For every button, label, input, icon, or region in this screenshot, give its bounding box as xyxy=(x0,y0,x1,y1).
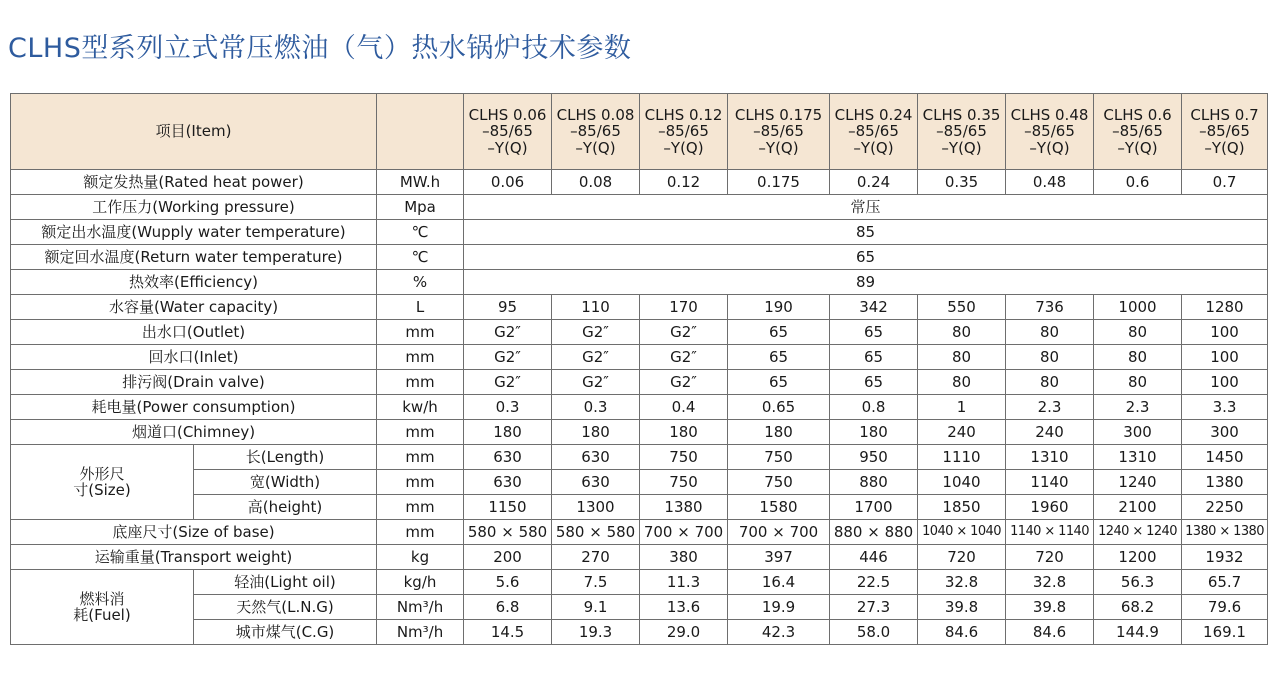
value-cell: 0.48 xyxy=(1006,170,1094,195)
value-cell: 1140 xyxy=(1006,470,1094,495)
value-cell: 0.7 xyxy=(1182,170,1268,195)
value-cell: 1380 xyxy=(640,495,728,520)
model-header: CLHS 0.24 –85/65 –Y(Q) xyxy=(830,94,918,170)
value-cell: 144.9 xyxy=(1094,620,1182,645)
value-cell: 1700 xyxy=(830,495,918,520)
value-cell: 22.5 xyxy=(830,570,918,595)
value-cell: 27.3 xyxy=(830,595,918,620)
value-cell: 80 xyxy=(1006,345,1094,370)
value-cell: 1310 xyxy=(1094,445,1182,470)
row-label: 额定回水温度(Return water temperature) xyxy=(11,245,377,270)
value-cell: 2.3 xyxy=(1006,395,1094,420)
value-cell: 65 xyxy=(830,370,918,395)
model-header: CLHS 0.7 –85/65 –Y(Q) xyxy=(1182,94,1268,170)
unit-cell: Mpa xyxy=(377,195,464,220)
model-header: CLHS 0.175 –85/65 –Y(Q) xyxy=(728,94,830,170)
value-cell: 1580 xyxy=(728,495,830,520)
value-cell: 1450 xyxy=(1182,445,1268,470)
value-cell: 1200 xyxy=(1094,545,1182,570)
value-cell: 85 xyxy=(464,220,1268,245)
value-cell: 39.8 xyxy=(918,595,1006,620)
value-cell: 1300 xyxy=(552,495,640,520)
item-header: 项目(Item) xyxy=(11,94,377,170)
value-cell: 190 xyxy=(728,295,830,320)
table-row xyxy=(11,420,1268,445)
value-cell: 736 xyxy=(1006,295,1094,320)
row-label: 轻油(Light oil) xyxy=(194,570,377,595)
table-row xyxy=(11,470,1268,495)
value-cell: 13.6 xyxy=(640,595,728,620)
value-cell: 14.5 xyxy=(464,620,552,645)
value-cell: G2″ xyxy=(552,320,640,345)
value-cell: 1040 × 1040 xyxy=(918,520,1006,545)
table-row xyxy=(11,245,1268,270)
value-cell: 630 xyxy=(464,445,552,470)
value-cell: 9.1 xyxy=(552,595,640,620)
value-cell: 750 xyxy=(640,470,728,495)
value-cell: 80 xyxy=(1094,320,1182,345)
unit-cell: Nm³/h xyxy=(377,620,464,645)
value-cell: 100 xyxy=(1182,370,1268,395)
value-cell: 1960 xyxy=(1006,495,1094,520)
value-cell: 65 xyxy=(728,345,830,370)
table-row xyxy=(11,295,1268,320)
value-cell: 1310 xyxy=(1006,445,1094,470)
value-cell: 1380 xyxy=(1182,470,1268,495)
size-group-label: 外形尺 寸(Size) xyxy=(11,445,194,520)
value-cell: 29.0 xyxy=(640,620,728,645)
value-cell: 1850 xyxy=(918,495,1006,520)
value-cell: 720 xyxy=(918,545,1006,570)
row-label: 宽(Width) xyxy=(194,470,377,495)
value-cell: G2″ xyxy=(552,370,640,395)
value-cell: 580 × 580 xyxy=(464,520,552,545)
table-row xyxy=(11,620,1268,645)
model-header: CLHS 0.08 –85/65 –Y(Q) xyxy=(552,94,640,170)
value-cell: 1240 × 1240 xyxy=(1094,520,1182,545)
table-row xyxy=(11,195,1268,220)
value-cell: 89 xyxy=(464,270,1268,295)
value-cell: 65.7 xyxy=(1182,570,1268,595)
value-cell: 180 xyxy=(830,420,918,445)
row-label: 排污阀(Drain valve) xyxy=(11,370,377,395)
value-cell: 0.24 xyxy=(830,170,918,195)
value-cell: G2″ xyxy=(640,320,728,345)
value-cell: 65 xyxy=(830,345,918,370)
unit-cell: mm xyxy=(377,470,464,495)
value-cell: 68.2 xyxy=(1094,595,1182,620)
value-cell: 56.3 xyxy=(1094,570,1182,595)
table-row xyxy=(11,595,1268,620)
value-cell: 550 xyxy=(918,295,1006,320)
value-cell: 700 × 700 xyxy=(640,520,728,545)
value-cell: 1110 xyxy=(918,445,1006,470)
value-cell: 630 xyxy=(464,470,552,495)
value-cell: G2″ xyxy=(464,320,552,345)
unit-cell: ℃ xyxy=(377,220,464,245)
value-cell: 0.3 xyxy=(464,395,552,420)
row-label: 出水口(Outlet) xyxy=(11,320,377,345)
unit-cell: mm xyxy=(377,445,464,470)
row-label: 耗电量(Power consumption) xyxy=(11,395,377,420)
unit-cell: kg/h xyxy=(377,570,464,595)
value-cell: 100 xyxy=(1182,345,1268,370)
unit-cell: Nm³/h xyxy=(377,595,464,620)
model-header: CLHS 0.48 –85/65 –Y(Q) xyxy=(1006,94,1094,170)
value-cell: 80 xyxy=(1006,370,1094,395)
table-row xyxy=(11,320,1268,345)
row-label: 工作压力(Working pressure) xyxy=(11,195,377,220)
value-cell: 6.8 xyxy=(464,595,552,620)
value-cell: 1932 xyxy=(1182,545,1268,570)
value-cell: 630 xyxy=(552,470,640,495)
value-cell: 1040 xyxy=(918,470,1006,495)
value-cell: 0.175 xyxy=(728,170,830,195)
value-cell: 750 xyxy=(728,445,830,470)
value-cell: 0.06 xyxy=(464,170,552,195)
value-cell: 180 xyxy=(728,420,830,445)
value-cell: 32.8 xyxy=(1006,570,1094,595)
header-row xyxy=(11,94,1268,170)
model-header: CLHS 0.06 –85/65 –Y(Q) xyxy=(464,94,552,170)
table-row xyxy=(11,445,1268,470)
page-title: CLHS型系列立式常压燃油（气）热水锅炉技术参数 xyxy=(8,33,632,64)
value-cell: 65 xyxy=(464,245,1268,270)
model-header: CLHS 0.12 –85/65 –Y(Q) xyxy=(640,94,728,170)
value-cell: 100 xyxy=(1182,320,1268,345)
value-cell: 750 xyxy=(728,470,830,495)
table-row xyxy=(11,520,1268,545)
value-cell: 2250 xyxy=(1182,495,1268,520)
row-label: 水容量(Water capacity) xyxy=(11,295,377,320)
value-cell: 80 xyxy=(918,370,1006,395)
value-cell: 880 xyxy=(830,470,918,495)
value-cell: 80 xyxy=(918,320,1006,345)
value-cell: 80 xyxy=(1094,345,1182,370)
value-cell: 1000 xyxy=(1094,295,1182,320)
value-cell: 700 × 700 xyxy=(728,520,830,545)
value-cell: 80 xyxy=(1006,320,1094,345)
unit-cell: mm xyxy=(377,495,464,520)
value-cell: 65 xyxy=(830,320,918,345)
unit-cell: MW.h xyxy=(377,170,464,195)
row-label: 运输重量(Transport weight) xyxy=(11,545,377,570)
row-label: 城市煤气(C.G) xyxy=(194,620,377,645)
value-cell: 1 xyxy=(918,395,1006,420)
value-cell: 42.3 xyxy=(728,620,830,645)
value-cell: G2″ xyxy=(552,345,640,370)
unit-cell: % xyxy=(377,270,464,295)
value-cell: 79.6 xyxy=(1182,595,1268,620)
unit-cell: mm xyxy=(377,520,464,545)
spec-table xyxy=(10,93,1268,645)
value-cell: 1140 × 1140 xyxy=(1006,520,1094,545)
value-cell: 65 xyxy=(728,370,830,395)
table-row xyxy=(11,395,1268,420)
value-cell: G2″ xyxy=(640,345,728,370)
table-row xyxy=(11,570,1268,595)
value-cell: 240 xyxy=(918,420,1006,445)
value-cell: 720 xyxy=(1006,545,1094,570)
value-cell: 19.3 xyxy=(552,620,640,645)
value-cell: 300 xyxy=(1094,420,1182,445)
table-row xyxy=(11,270,1268,295)
row-label: 高(height) xyxy=(194,495,377,520)
unit-header xyxy=(377,94,464,170)
value-cell: 380 xyxy=(640,545,728,570)
value-cell: 32.8 xyxy=(918,570,1006,595)
value-cell: G2″ xyxy=(464,345,552,370)
value-cell: 3.3 xyxy=(1182,395,1268,420)
table-row xyxy=(11,370,1268,395)
row-label: 烟道口(Chimney) xyxy=(11,420,377,445)
value-cell: 0.65 xyxy=(728,395,830,420)
value-cell: 2100 xyxy=(1094,495,1182,520)
value-cell: 0.4 xyxy=(640,395,728,420)
value-cell: 7.5 xyxy=(552,570,640,595)
table-row xyxy=(11,495,1268,520)
value-cell: 397 xyxy=(728,545,830,570)
value-cell: 11.3 xyxy=(640,570,728,595)
row-label: 额定出水温度(Wupply water temperature) xyxy=(11,220,377,245)
unit-cell: mm xyxy=(377,320,464,345)
unit-cell: mm xyxy=(377,370,464,395)
value-cell: 630 xyxy=(552,445,640,470)
value-cell: 1280 xyxy=(1182,295,1268,320)
value-cell: 270 xyxy=(552,545,640,570)
value-cell: 342 xyxy=(830,295,918,320)
value-cell: 0.12 xyxy=(640,170,728,195)
value-cell: 169.1 xyxy=(1182,620,1268,645)
unit-cell: mm xyxy=(377,345,464,370)
value-cell: 1380 × 1380 xyxy=(1182,520,1268,545)
value-cell: 2.3 xyxy=(1094,395,1182,420)
value-cell: 950 xyxy=(830,445,918,470)
value-cell: 446 xyxy=(830,545,918,570)
row-label: 底座尺寸(Size of base) xyxy=(11,520,377,545)
value-cell: 180 xyxy=(640,420,728,445)
unit-cell: kw/h xyxy=(377,395,464,420)
fuel-group-label: 燃料消 耗(Fuel) xyxy=(11,570,194,645)
value-cell: 300 xyxy=(1182,420,1268,445)
value-cell: 1240 xyxy=(1094,470,1182,495)
value-cell: 80 xyxy=(1094,370,1182,395)
value-cell: 80 xyxy=(918,345,1006,370)
row-label: 天然气(L.N.G) xyxy=(194,595,377,620)
row-label: 长(Length) xyxy=(194,445,377,470)
unit-cell: mm xyxy=(377,420,464,445)
value-cell: G2″ xyxy=(640,370,728,395)
unit-cell: L xyxy=(377,295,464,320)
value-cell: 180 xyxy=(552,420,640,445)
value-cell: 65 xyxy=(728,320,830,345)
table-row xyxy=(11,345,1268,370)
value-cell: 58.0 xyxy=(830,620,918,645)
value-cell: 110 xyxy=(552,295,640,320)
model-header: CLHS 0.35 –85/65 –Y(Q) xyxy=(918,94,1006,170)
value-cell: 580 × 580 xyxy=(552,520,640,545)
value-cell: 0.08 xyxy=(552,170,640,195)
row-label: 热效率(Efficiency) xyxy=(11,270,377,295)
value-cell: 84.6 xyxy=(1006,620,1094,645)
value-cell: G2″ xyxy=(464,370,552,395)
model-header: CLHS 0.6 –85/65 –Y(Q) xyxy=(1094,94,1182,170)
value-cell: 200 xyxy=(464,545,552,570)
value-cell: 880 × 880 xyxy=(830,520,918,545)
value-cell: 170 xyxy=(640,295,728,320)
row-label: 额定发热量(Rated heat power) xyxy=(11,170,377,195)
value-cell: 95 xyxy=(464,295,552,320)
table-row xyxy=(11,170,1268,195)
value-cell: 0.8 xyxy=(830,395,918,420)
value-cell: 19.9 xyxy=(728,595,830,620)
value-cell: 常压 xyxy=(464,195,1268,220)
value-cell: 180 xyxy=(464,420,552,445)
table-row xyxy=(11,220,1268,245)
table-row xyxy=(11,545,1268,570)
value-cell: 1150 xyxy=(464,495,552,520)
unit-cell: kg xyxy=(377,545,464,570)
value-cell: 240 xyxy=(1006,420,1094,445)
row-label: 回水口(Inlet) xyxy=(11,345,377,370)
value-cell: 5.6 xyxy=(464,570,552,595)
unit-cell: ℃ xyxy=(377,245,464,270)
value-cell: 16.4 xyxy=(728,570,830,595)
value-cell: 0.6 xyxy=(1094,170,1182,195)
value-cell: 750 xyxy=(640,445,728,470)
value-cell: 0.35 xyxy=(918,170,1006,195)
value-cell: 84.6 xyxy=(918,620,1006,645)
value-cell: 0.3 xyxy=(552,395,640,420)
value-cell: 39.8 xyxy=(1006,595,1094,620)
